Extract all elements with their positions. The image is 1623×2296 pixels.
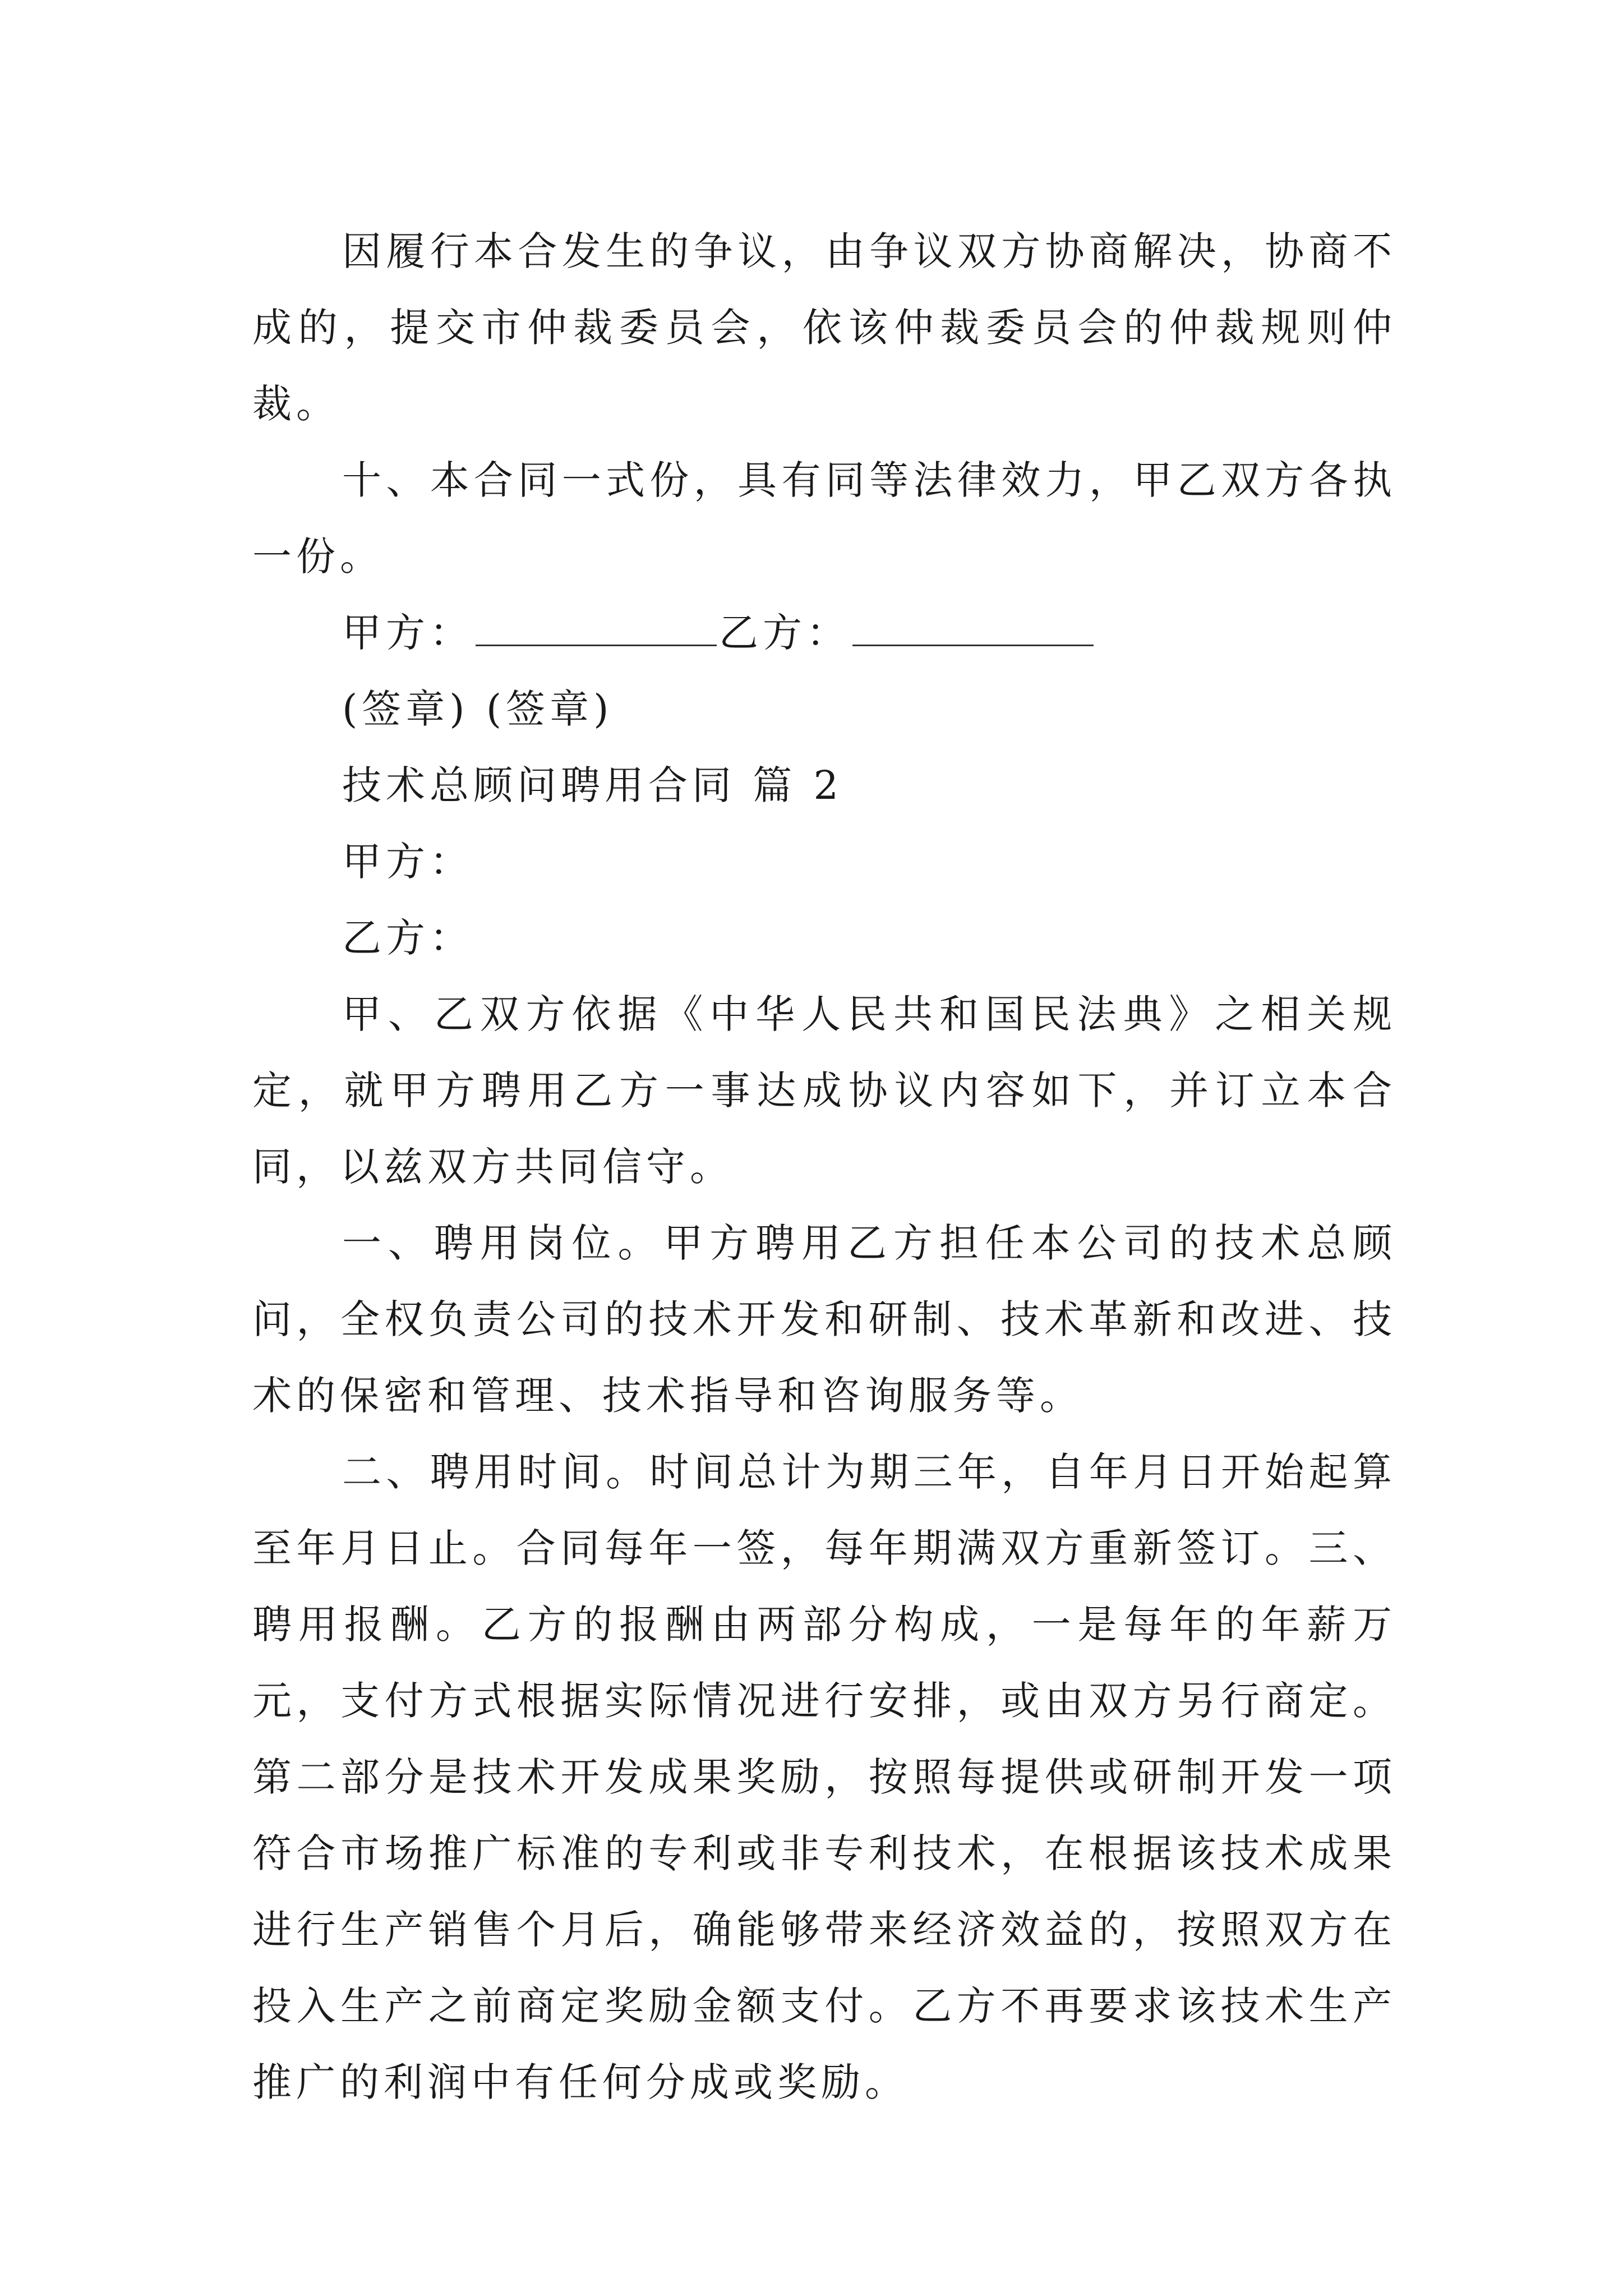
paragraph-term-and-pay: 二、聘用时间。时间总计为期三年，自年月日开始起算至年月日止。合同每年一签，每年期满双方重新签订。三、聘用报酬。乙方的报酬由两部分构成，一是每年的年薪万元，支付方式根据实际情况进行安排，或由双方另行商定。第二部分是技术开发成果奖励，按照每提供或研制开发一项符合市场推广标准的专利或非专利技术，在根据该技术成果进行生产销售个月后，确能够带来经济效益的，按照双方在投入生产之前商定奖励金额支付。乙方不再要求该技术生产推广的利润中有任何分成或奖励。: [252, 1449, 1396, 2105]
party-b-line: 乙方：: [342, 915, 473, 961]
section-title: 技术总顾问聘用合同 篇 2: [342, 762, 843, 808]
paragraph-copies: 十、本合同一式份，具有同等法律效力，甲乙双方各执一份。: [252, 457, 1396, 579]
party-a-signature-label: 甲方：: [342, 610, 473, 656]
paragraph-position: 一、聘用岗位。甲方聘用乙方担任本公司的技术总顾问，全权负责公司的技术开发和研制、技术革新和改进、技术的保密和管理、技术指导和咨询服务等。: [252, 1220, 1396, 1419]
document-content: [252, 213, 1396, 2120]
party-b-signature-blank: [852, 611, 1094, 646]
paragraph-dispute: 因履行本合发生的争议，由争议双方协商解决，协商不成的，提交市仲裁委员会，依该仲裁委员会的仲裁规则仲裁。: [252, 228, 1396, 427]
party-b-signature-label: 乙方：: [719, 610, 850, 656]
party-a-line: 甲方：: [342, 839, 473, 885]
seal-line: (签章) (签章): [342, 686, 614, 732]
signature-line: [252, 595, 1396, 671]
paragraph-preamble: 甲、乙双方依据《中华人民共和国民法典》之相关规定，就甲方聘用乙方一事达成协议内容如下，并订立本合同，以兹双方共同信守。: [252, 991, 1396, 1190]
party-a-signature-blank: [476, 611, 717, 646]
